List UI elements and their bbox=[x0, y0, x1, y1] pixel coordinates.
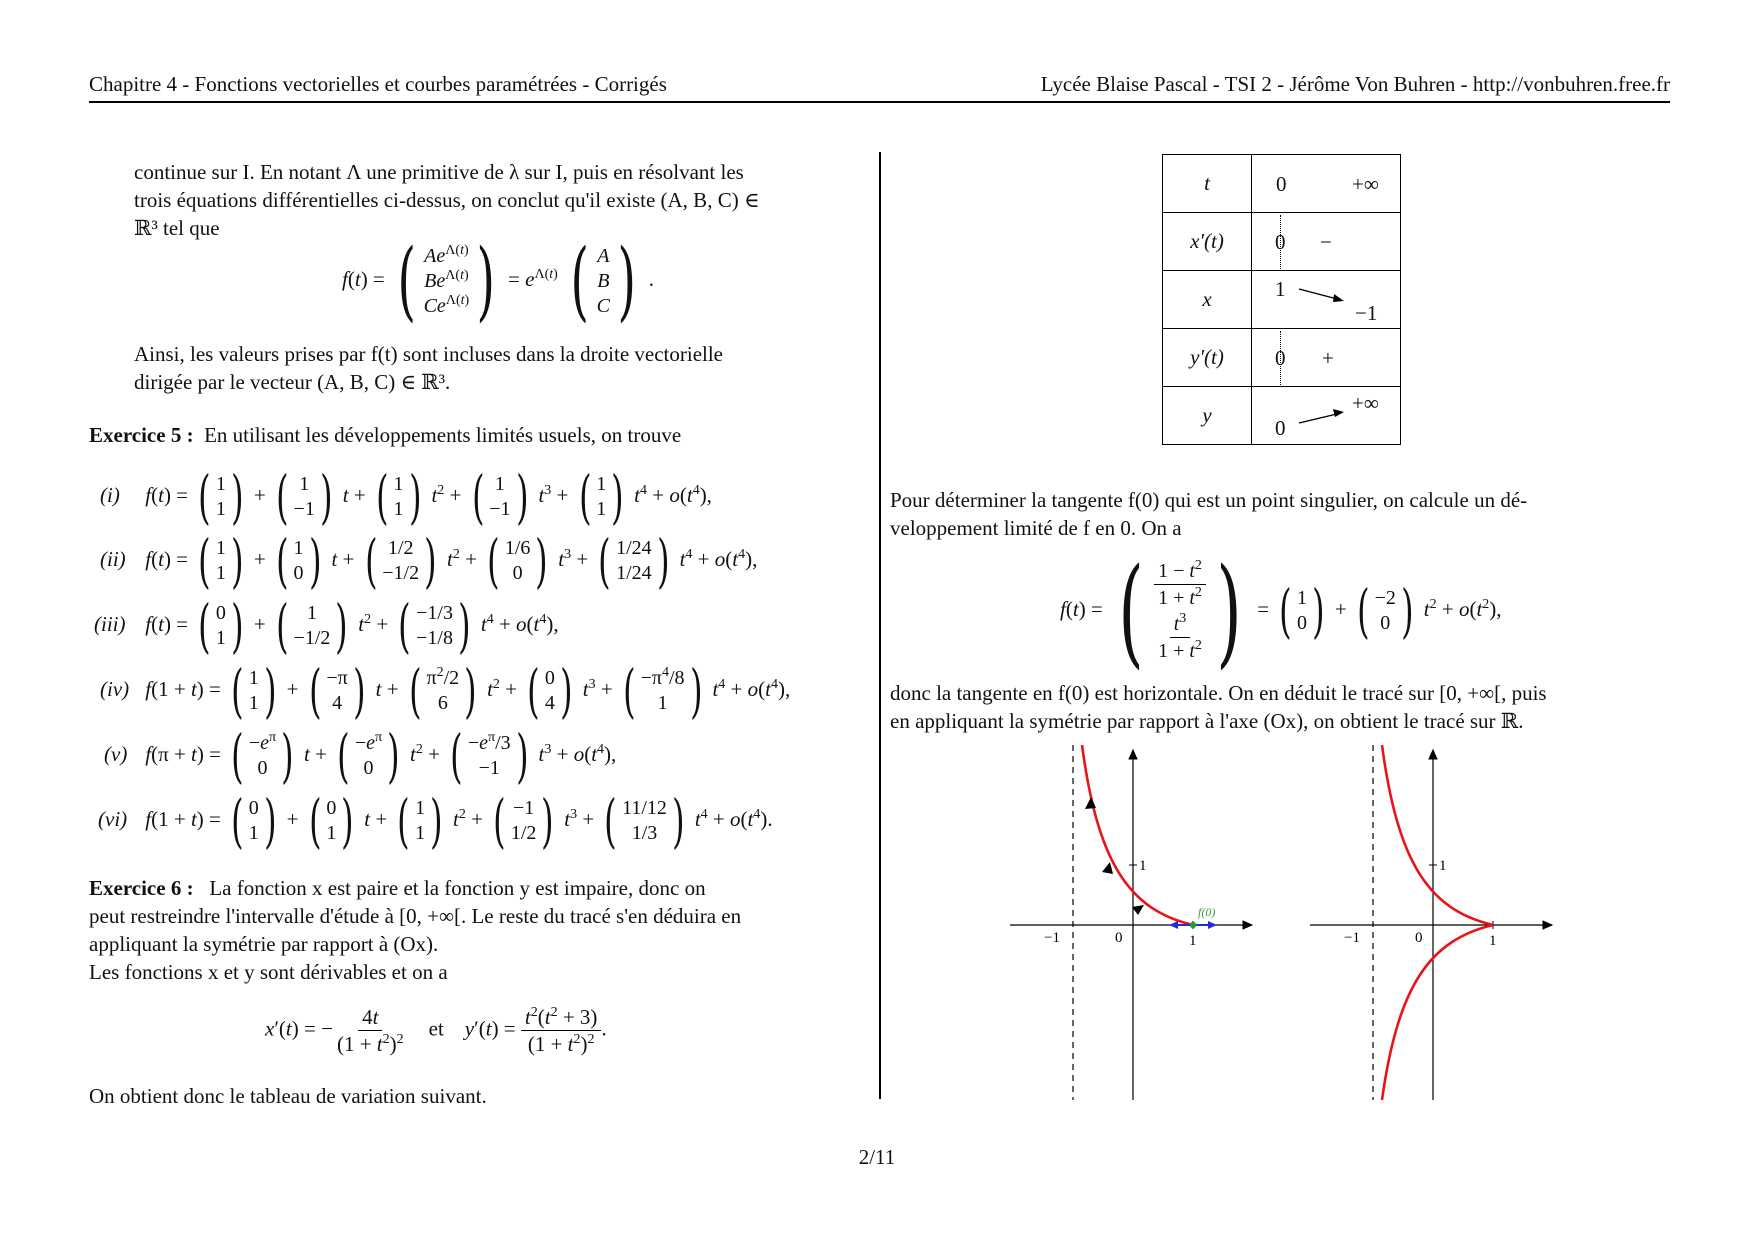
conclusion-line-2: en appliquant la symétrie par rapport à l'axe (Ox), on obtient le tracé sur ℝ. bbox=[890, 709, 1524, 733]
dl-item-iii: (iii) f(t) = ( 0 1 ) + ( 1 −1/2 ) $t^2$ + ( −1/3 −1/8 ) $t^4 + o(t^4)$, bbox=[94, 592, 559, 660]
direction-arrow-icon bbox=[1132, 905, 1144, 915]
plot-full-curve bbox=[1310, 745, 1560, 1105]
yprime-sign: + bbox=[1322, 346, 1334, 370]
y-end: +∞ bbox=[1352, 391, 1379, 415]
xprime-sign: − bbox=[1320, 230, 1332, 254]
ainsi-line-2: dirigée par le vecteur (A, B, C) ∈ ℝ³. bbox=[134, 370, 451, 394]
tick-label: 1 bbox=[1139, 858, 1147, 874]
exercise-6-line-4: Les fonctions x et y sont dérivables et on a bbox=[89, 960, 448, 984]
tick-label: 1 bbox=[1489, 933, 1497, 949]
conclusion-line-1: donc la tangente en f(0) est horizontale. On en déduit le tracé sur [0, +∞[, puis bbox=[890, 681, 1547, 705]
singular-point bbox=[1190, 922, 1196, 928]
exercise-6-end: On obtient donc le tableau de variation suivant. bbox=[89, 1084, 487, 1108]
red-curve bbox=[1082, 745, 1193, 925]
equation-f-exp: f(t) = ( $Ae^{\Lambda(t)}$ $Be^{\Lambda(t)}$ $Ce^{\Lambda(t)}$ ) = $e^{\Lambda(t)}$ ( A B C ) . bbox=[342, 231, 655, 331]
column-divider bbox=[879, 152, 881, 1099]
page-number: 2/11 bbox=[858, 1145, 896, 1169]
row-label-yprime: y′(t) bbox=[1190, 345, 1224, 369]
tick-label: 0 bbox=[1115, 930, 1123, 946]
item-label: (v) bbox=[104, 741, 128, 766]
x-start: 1 bbox=[1275, 277, 1286, 301]
row-label-xprime: x′(t) bbox=[1190, 229, 1224, 253]
item-label: (iii) bbox=[94, 611, 126, 636]
tick-label: 0 bbox=[1415, 930, 1423, 946]
et-word: et bbox=[428, 1016, 444, 1041]
derivatives-equation: x′(t) = − $\frac{4t}{(1 + t^2)^2}$ et y′(t) = $\frac{t^2(t^2 + 3)}{(1 + t^2)^2}$ . bbox=[265, 1005, 607, 1056]
tick-label: −1 bbox=[1044, 930, 1060, 946]
header-rule bbox=[89, 101, 1670, 103]
exercise-6-line-1: La fonction x est paire et la fonction y est impaire, donc on bbox=[209, 876, 706, 900]
intro-line-2: trois équations différentielles ci-dessus, on conclut qu'il existe (A, B, C) ∈ bbox=[134, 188, 760, 212]
exercise-5-text: En utilisant les développements limités usuels, on trouve bbox=[204, 423, 682, 447]
yprime-zero: 0 bbox=[1275, 346, 1286, 370]
item-label: (vi) bbox=[98, 806, 128, 831]
intro-line-3: ℝ³ tel que bbox=[134, 216, 220, 240]
row-label-x: x bbox=[1202, 287, 1212, 311]
row-label-t: t bbox=[1204, 171, 1210, 195]
direction-arrow-icon bbox=[1085, 797, 1096, 809]
tick-label: −1 bbox=[1344, 930, 1360, 946]
exercise-6-line-2: peut restreindre l'intervalle d'étude à [0, +∞[. Le reste du tracé s'en déduira en bbox=[89, 904, 742, 928]
variation-table bbox=[1162, 154, 1401, 445]
x-end: −1 bbox=[1355, 301, 1378, 325]
intro-line-1: continue sur I. En notant Λ une primitive de λ sur I, puis en résolvant les bbox=[134, 160, 744, 184]
plot-half-curve bbox=[1010, 745, 1260, 1105]
row-label-y: y bbox=[1202, 403, 1212, 427]
header-right: Lycée Blaise Pascal - TSI 2 - Jérôme Von Buhren - http://vonbuhren.free.fr bbox=[1040, 72, 1670, 96]
dl-item-vi: (vi) f(1 + t) = ( 0 1 ) + ( 0 1 ) t + ( 1 1 ) $t^2$ + ( −1 1/2 ) $t^3$ + ( 11/12 1/3 ) $t^4 + o(t^4)$. bbox=[98, 787, 773, 855]
decreasing-arrow bbox=[1297, 285, 1347, 309]
tangent-arrow-icon bbox=[1169, 921, 1178, 929]
exercise-5-label: Exercice 5 : bbox=[89, 423, 194, 447]
item-label: (i) bbox=[100, 482, 120, 507]
t-end: +∞ bbox=[1352, 172, 1379, 196]
red-curve-lower bbox=[1382, 925, 1493, 1100]
tangent-arrow-icon bbox=[1208, 921, 1217, 929]
y-start: 0 bbox=[1275, 416, 1286, 440]
point-label: f(0) bbox=[1198, 905, 1216, 919]
dl-at-zero-equation: f(t) = ( $\frac{1 - t^2}{1 + t^2}$ $\frac{t^3}{1 + t^2}$ ) = ( 1 0 ) + ( −2 0 ) $t^2 + o(t^2)$, bbox=[1060, 542, 1502, 680]
item-label: (iv) bbox=[100, 676, 130, 701]
tick-label: 1 bbox=[1439, 858, 1447, 874]
dl-item-iv: (iv) f(1 + t) = ( 1 1 ) + ( −π 4 ) t + ( $\pi^2/2$ 6 ) $t^2$ + ( 0 4 ) $t^3$ + ( $-\pi^4/8$ 1 ) $t^4 + o(t^4)$, bbox=[100, 657, 791, 725]
t-start: 0 bbox=[1276, 172, 1287, 196]
header-left: Chapitre 4 - Fonctions vectorielles et courbes paramétrées - Corrigés bbox=[89, 72, 667, 96]
increasing-arrow bbox=[1297, 405, 1347, 429]
direction-arrow-icon bbox=[1102, 862, 1113, 874]
exercise-6-line-3: appliquant la symétrie par rapport à (Ox). bbox=[89, 932, 439, 956]
dl-item-v: (v) f(π + t) = ( $-e^\pi$ 0 ) t + ( $-e^\pi$ 0 ) $t^2$ + ( $-e^\pi/3$ −1 ) $t^3 + o(t^4)$, bbox=[104, 722, 617, 790]
red-curve-upper bbox=[1382, 745, 1493, 925]
item-label: (ii) bbox=[100, 546, 126, 571]
ainsi-line-1: Ainsi, les valeurs prises par f(t) sont incluses dans la droite vectorielle bbox=[134, 342, 724, 366]
xprime-zero: 0 bbox=[1275, 230, 1286, 254]
tangent-line-1: Pour déterminer la tangente f(0) qui est un point singulier, on calcule un dé- bbox=[890, 488, 1528, 512]
exercise-6-label: Exercice 6 : bbox=[89, 876, 194, 900]
tick-label: 1 bbox=[1189, 933, 1197, 949]
dl-item-i: (i) f(t) = ( 1 1 ) + ( 1 −1 ) t + ( 1 1 ) $t^2$ + ( 1 −1 ) $t^3$ + ( 1 1 ) $t^4 + o(t^4)$, bbox=[100, 463, 712, 531]
tangent-line-2: veloppement limité de f en 0. On a bbox=[890, 516, 1182, 540]
dl-item-ii: (ii) f(t) = ( 1 1 ) + ( 1 0 ) t + ( 1/2 −1/2 ) $t^2$ + ( 1/6 0 ) $t^3$ + ( 1/24 1/24 ) $t^4 + o(t^4)$, bbox=[100, 527, 758, 595]
